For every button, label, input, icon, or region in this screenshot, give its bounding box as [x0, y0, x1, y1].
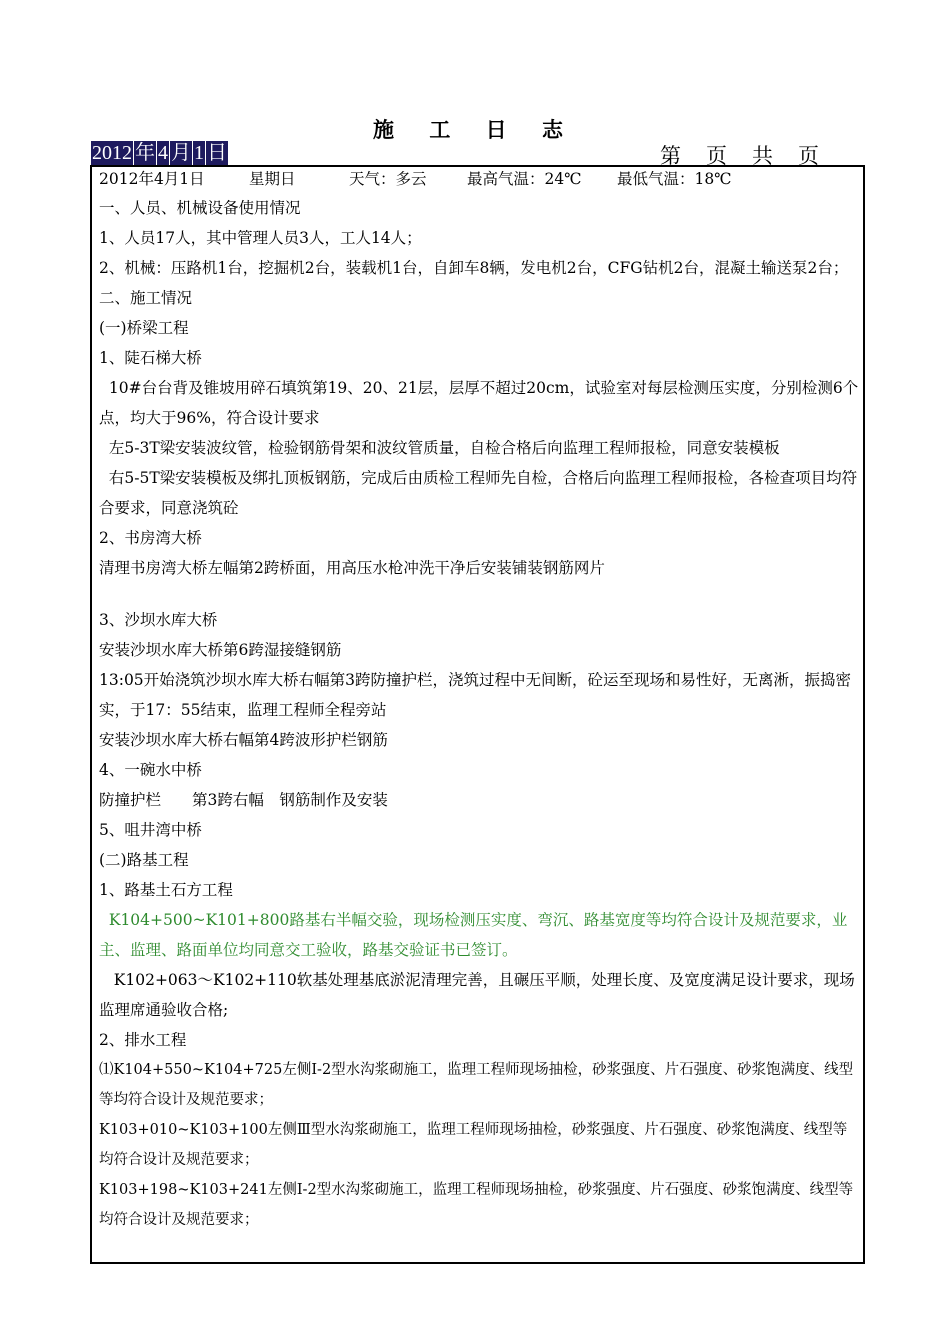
- date-month: 4: [158, 142, 168, 164]
- date-year-char: 年: [135, 142, 155, 164]
- paragraph: 右5-5T梁安装模板及绑扎顶板钢筋，完成后由质检工程师先自检，合格后向监理工程师报检，各检查项目均符合要求，同意浇筑砼: [99, 469, 858, 517]
- date-day: 1: [194, 142, 204, 164]
- paragraph: 2、机械：压路机1台，挖掘机2台，装载机1台，自卸车8辆，发电机2台，CFG钻机2台，混凝土输送泵2台；: [99, 259, 849, 277]
- date-year: 2012: [92, 142, 132, 164]
- header-weekday: 星期日: [249, 170, 296, 188]
- log-content: [99, 167, 859, 1235]
- paragraph: K103+198~K103+241左侧Ⅰ-2型水沟浆砌施工，监理工程师现场抽检，砂浆强度、片石强度、砂浆饱满度、线型等均符合设计及规范要求；: [99, 1182, 854, 1228]
- section-heading: 二、施工情况: [99, 289, 193, 307]
- paragraph: 左5-3T梁安装波纹管，检验钢筋骨架和波纹管质量，自检合格后向监理工程师报检，同意安装模板: [99, 439, 780, 457]
- paragraph: 防撞护栏 第3跨右幅 钢筋制作及安装: [99, 791, 388, 809]
- paragraph: 13:05开始浇筑沙坝水库大桥右幅第3跨防撞护栏，浇筑过程中无间断，砼运至现场和易性好，无离淅，振捣密实，于17：55结束，监理工程师全程旁站: [99, 671, 852, 719]
- paragraph: 安装沙坝水库大桥第6跨湿接缝钢筋: [99, 641, 342, 659]
- paragraph: K102+063～K102+110软基处理基底淤泥清理完善，且碾压平顺，处理长度、及宽度满足设计要求，现场监理席通验收合格;: [99, 971, 855, 1019]
- date-month-char: 月: [171, 142, 191, 164]
- paragraph: K103+010~K103+100左侧Ⅲ型水沟浆砌施工，监理工程师现场抽检，砂浆强度、片石强度、砂浆饱满度、线型等均符合设计及规范要求；: [99, 1122, 848, 1168]
- page-label-gong: 共: [752, 144, 776, 168]
- paragraph: 1、人员17人，其中管理人员3人，工人14人；: [99, 229, 422, 247]
- page-label-di: 第: [660, 144, 684, 168]
- header-weather: 天气：多云: [349, 170, 427, 188]
- header-date: 2012年4月1日: [99, 170, 205, 188]
- section-heading: 一、人员、机械设备使用情况: [99, 199, 301, 217]
- paragraph: 清理书房湾大桥左幅第2跨桥面，用高压水枪冲洗干净后安装铺装钢筋网片: [99, 559, 605, 577]
- page-label-ye: 页: [706, 144, 730, 168]
- item-heading: 1、路基土石方工程: [99, 881, 233, 899]
- paragraph-highlight: K104+500~K101+800路基右半幅交验，现场检测压实度、弯沉、路基宽度等均符合设计及规范要求，业主、监理、路面单位均同意交工验收，路基交验证书已签订。: [99, 911, 848, 959]
- page-label-ye2: 页: [798, 144, 822, 168]
- paragraph: ⑴K104+550~K104+725左侧Ⅰ-2型水沟浆砌施工，监理工程师现场抽检，砂浆强度、片石强度、砂浆饱满度、线型等均符合设计及规范要求；: [99, 1062, 854, 1108]
- log-header: [99, 167, 859, 191]
- page-title: 施 工 日 志: [373, 117, 577, 142]
- item-heading: 4、一碗水中桥: [99, 761, 202, 779]
- subsection-heading: (二)路基工程: [99, 851, 189, 869]
- item-heading: 2、排水工程: [99, 1031, 187, 1049]
- item-heading: 1、陡石梯大桥: [99, 349, 202, 367]
- date-day-char: 日: [207, 142, 227, 164]
- item-heading: 3、沙坝水库大桥: [99, 611, 218, 629]
- paragraph: 安装沙坝水库大桥右幅第4跨波形护栏钢筋: [99, 731, 388, 749]
- date-badge: [91, 141, 228, 165]
- subsection-heading: (一)桥梁工程: [99, 319, 189, 337]
- spacer: [99, 583, 859, 605]
- header-max-temp: 最高气温：24℃: [467, 170, 582, 188]
- item-heading: 5、咀井湾中桥: [99, 821, 202, 839]
- paragraph: 10#台台背及锥坡用碎石填筑第19、20、21层，层厚不超过20cm，试验室对每层检测压实度，分别检测6个点，均大于96%，符合设计要求: [99, 379, 859, 427]
- item-heading: 2、书房湾大桥: [99, 529, 202, 547]
- header-min-temp: 最低气温：18℃: [617, 170, 732, 188]
